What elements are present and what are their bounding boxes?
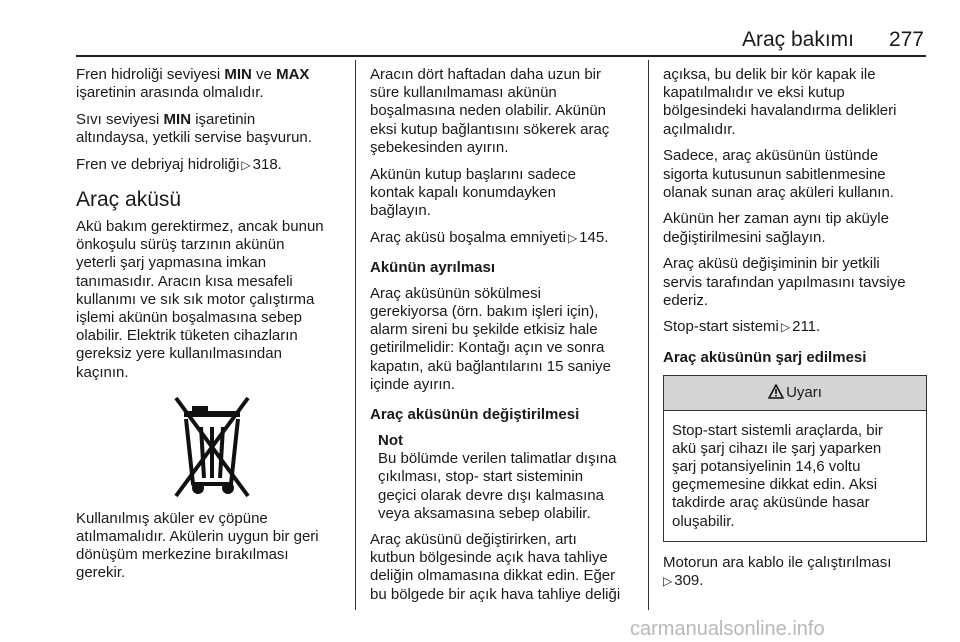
brake-clutch-ref-paragraph <box>76 156 346 174</box>
disconnect-paragraph: Araç aküsünün sökülmesi gerekiyorsa (örn. bakım işleri için), alarm sireni bu şekilde etkisiz hale getirilmelidir: Kontağı açın ve sonra kapatın, akü bağlantılarını 15 saniye içinde ayırın. <box>370 284 611 393</box>
header-page-number: 277 <box>888 28 924 51</box>
text: Stop-start sistemi <box>663 318 779 336</box>
page-ref-link[interactable]: 211. <box>792 318 821 336</box>
warning-text: Stop-start sistemli araçlarda, bir akü şarj cihazı ile şarj yaparken şarj potansiyelinin 14,6 voltu geçmemesine dikkat edin. Aksi takdirde araç aküsünde hasar oluşabilir. <box>672 421 883 530</box>
connect-terminals-paragraph: Akünün kutup başlarını sadece kontak kapalı konumdayken bağlayın. <box>370 165 576 219</box>
same-type-paragraph: Akünün her zaman aynı tip aküyle değiştirilmesini sağlayın. <box>663 210 889 246</box>
text: Fren hidroliği seviyesi <box>76 66 225 83</box>
page-ref-arrow-icon: ▷ <box>663 574 673 589</box>
text: Fren ve debriyaj hidroliği <box>76 155 240 173</box>
warning-triangle-icon <box>768 378 784 393</box>
watermark: carmanualsonline.info <box>630 618 825 640</box>
page-ref-link[interactable]: 318. <box>252 155 282 173</box>
warning-body <box>664 411 926 541</box>
page-ref-arrow-icon: ▷ <box>567 230 578 245</box>
warning-title: Uyarı <box>786 383 822 401</box>
column-divider-left <box>355 60 356 610</box>
vent-hole-paragraph: açıksa, bu delik bir kör kapak ile kapatılmalıdır ve eksi kutup bölgesindeki havalandırma delikleri açılmalıdır. <box>663 66 897 138</box>
stop-start-ref-paragraph <box>663 318 927 336</box>
text: Motorun ara kablo ile çalıştırılması <box>663 553 892 571</box>
column-1 <box>76 66 346 591</box>
header-title: Araç bakımı <box>741 28 854 51</box>
text: işaretinin arasında olmalıdır. <box>76 84 264 102</box>
jump-start-ref-paragraph <box>663 554 927 590</box>
min-mark: MIN <box>163 110 192 128</box>
header-rule <box>76 55 926 57</box>
text: Araç aküsü boşalma emniyeti <box>370 228 566 246</box>
column-3 <box>663 66 927 599</box>
text: Sıvı seviyesi <box>76 110 164 128</box>
note-block <box>378 432 636 523</box>
used-battery-paragraph: Kullanılmış aküler ev çöpüne atılmamalıdır. Akülerin uygun bir geri dönüşüm merkezine bırakılması gerekir. <box>76 509 319 582</box>
crossed-out-bin-icon <box>76 392 346 504</box>
service-recommend-paragraph: Araç aküsü değişiminin bir yetkili servis tarafından yapılmasını tavsiye ederiz. <box>663 255 906 309</box>
note-body: Bu bölümde verilen talimatlar dışına çıkılması, stop- start sisteminin geçici olarak devre dışı kalmasına veya aksamasına sebep olabilir. <box>378 450 617 522</box>
column-divider-right <box>648 60 649 610</box>
page-ref-link[interactable]: 145. <box>579 228 609 246</box>
page-ref-link[interactable]: 309. <box>674 572 704 590</box>
battery-intro-paragraph: Akü bakım gerektirmez, ancak bunun önkoşulu sürüş tarzının akünün yeterli şarj yapmasına imkan tanımasıdır. Aracın kısa mesafeli kullanımı ve sık sık motor çalıştırma işlemi akünün boşalmasına sebep olabilir. Elektrik tüketen cihazların gereksiz yere kullanılmasından kaçının. <box>76 218 324 381</box>
long-idle-paragraph: Aracın dört haftadan daha uzun bir süre kullanılmaması akünün boşalmasına neden olabilir. Akünün eksi kutup bağlantısını sökerek araç şebekesinden ayırın. <box>370 66 610 156</box>
fluid-low-paragraph <box>76 111 346 147</box>
fuse-box-paragraph: Sadece, araç aküsünün üstünde sigorta kutusunun sabitlenmesine olanak sunan araç aküleri kullanın. <box>663 147 894 201</box>
page-ref-arrow-icon: ▷ <box>780 320 791 335</box>
subheading-charging: Araç aküsünün şarj edilmesi <box>663 348 867 366</box>
subheading-replace: Araç aküsünün değiştirilmesi <box>370 406 580 424</box>
min-mark: MIN <box>224 66 252 83</box>
section-heading-battery: Araç aküsü <box>76 188 182 212</box>
note-title: Not <box>378 432 403 450</box>
page-ref-arrow-icon: ▷ <box>241 157 251 172</box>
replace-paragraph: Araç aküsünü değiştirirken, artı kutbun bölgesinde açık hava tahliye deliğin olmamasına dikkat edin. Eğer bu bölgede bir açık hava tahliye deliği <box>370 531 621 603</box>
brake-fluid-level-paragraph <box>76 66 346 102</box>
subheading-disconnect: Akünün ayrılması <box>370 258 496 276</box>
page-header <box>76 28 926 58</box>
text: ve <box>251 66 277 83</box>
text: işaretinin altındaysa, yetkili servise başvurun. <box>76 110 312 147</box>
discharge-protection-paragraph <box>370 229 636 247</box>
warning-header <box>664 376 926 411</box>
column-2 <box>370 66 636 612</box>
max-mark: MAX <box>276 66 310 83</box>
warning-box <box>663 375 927 542</box>
